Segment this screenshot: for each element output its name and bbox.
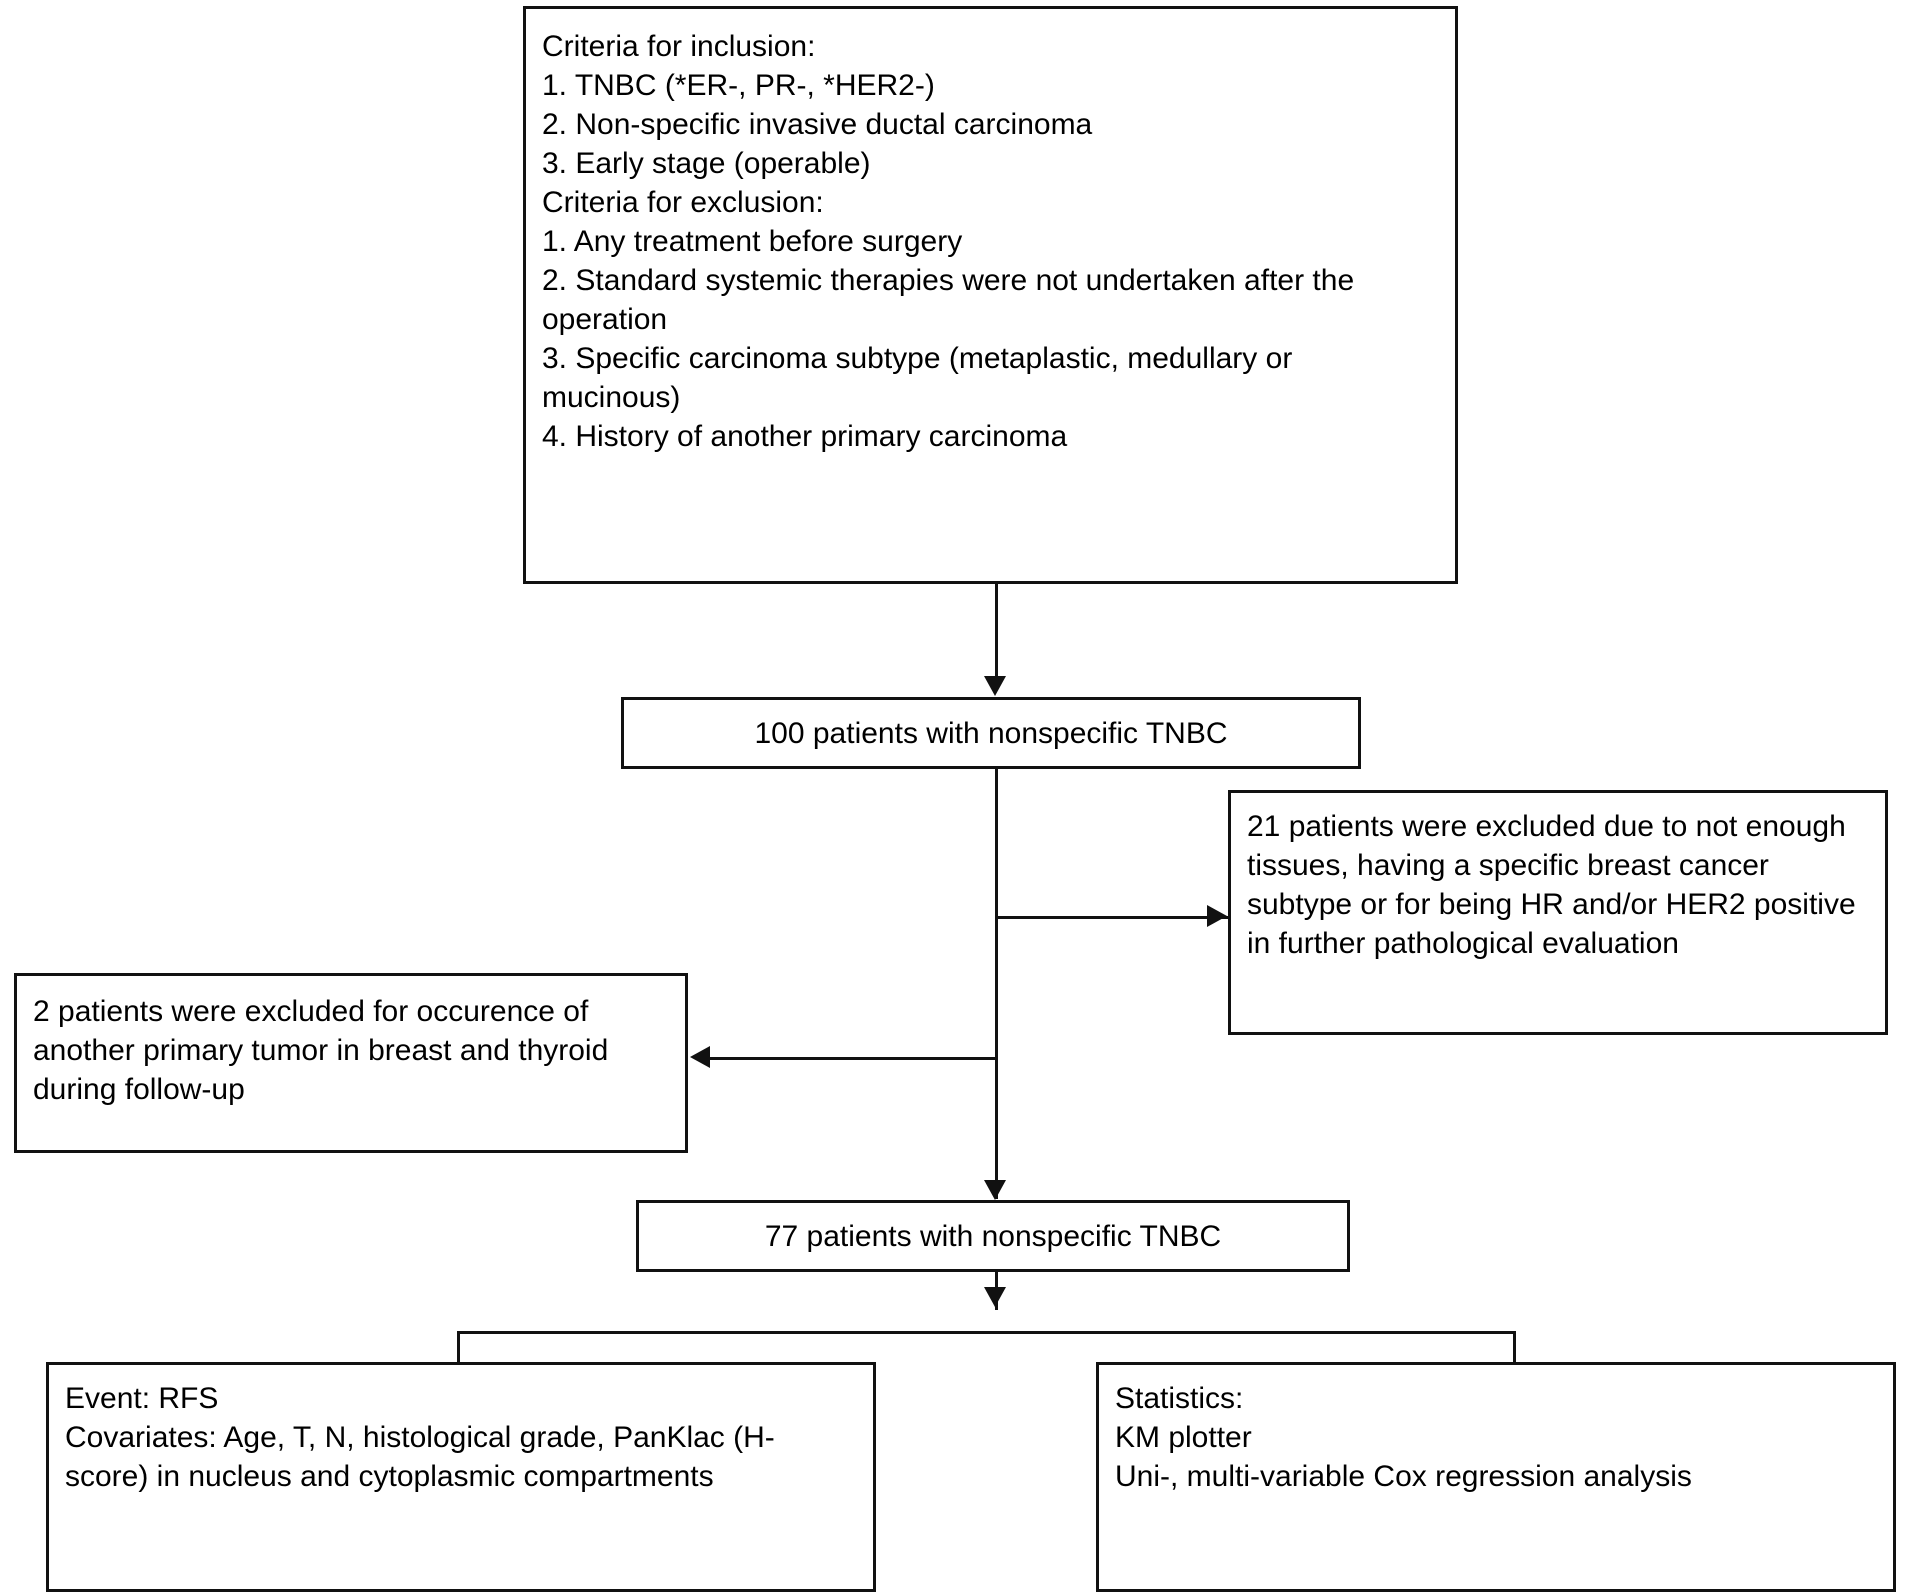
- arrowhead-excluded-2: [690, 1046, 710, 1068]
- excluded-21-box: [1228, 790, 1888, 1035]
- statistics-line-2: KM plotter: [1115, 1421, 1252, 1454]
- connector-to-excluded-2: [703, 1057, 997, 1060]
- criteria-box: [523, 6, 1458, 584]
- cohort-final-box: [636, 1200, 1350, 1272]
- excluded-2-box: [14, 973, 688, 1153]
- cohort-final-label: 77 patients with nonspecific TNBC: [764, 1219, 1222, 1253]
- connector-to-excluded-21: [995, 916, 1230, 919]
- criteria-line-4: 3. Early stage (operable): [542, 147, 871, 180]
- criteria-line-8: 3. Specific carcinoma subtype (metaplastic, medullary or mucinous): [542, 342, 1301, 414]
- criteria-line-6: 1. Any treatment before surgery: [542, 225, 963, 258]
- criteria-line-7: 2. Standard systemic therapies were not undertaken after the operation: [542, 264, 1363, 336]
- connector-split-horizontal: [457, 1331, 1516, 1334]
- statistics-box: [1096, 1362, 1896, 1592]
- excluded-21-text: 21 patients were excluded due to not enough tissues, having a specific breast cancer subtype or for being HR and/or HER2 positive in further pathological evaluation: [1247, 810, 1856, 960]
- statistics-line-1: Statistics:: [1115, 1382, 1244, 1415]
- criteria-line-2: 1. TNBC (*ER-, PR-, *HER2-): [542, 69, 935, 102]
- connector-spine-main: [995, 769, 998, 1199]
- arrowhead-criteria-to-cohort: [984, 676, 1006, 696]
- connector-criteria-to-cohort: [995, 584, 998, 684]
- criteria-line-1: Criteria for inclusion:: [542, 30, 816, 63]
- criteria-line-3: 2. Non-specific invasive ductal carcinoma: [542, 108, 1093, 141]
- criteria-line-5: Criteria for exclusion:: [542, 186, 824, 219]
- cohort-initial-label: 100 patients with nonspecific TNBC: [754, 716, 1228, 750]
- outcome-box: [46, 1362, 876, 1592]
- criteria-line-9: 4. History of another primary carcinoma: [542, 420, 1068, 453]
- outcome-line-1: Event: RFS: [65, 1382, 219, 1415]
- connector-split-left: [457, 1331, 460, 1364]
- statistics-line-3: Uni-, multi-variable Cox regression analysis: [1115, 1460, 1692, 1493]
- arrowhead-final-split: [984, 1287, 1006, 1307]
- arrowhead-spine-to-final: [984, 1180, 1006, 1200]
- arrowhead-excluded-21: [1207, 905, 1227, 927]
- connector-split-right: [1513, 1331, 1516, 1364]
- excluded-2-text: 2 patients were excluded for occurence of another primary tumor in breast and thyroid during follow-up: [33, 995, 609, 1106]
- cohort-initial-box: [621, 697, 1361, 769]
- outcome-line-2: Covariates: Age, T, N, histological grade, PanKlac (H-score) in nucleus and cytoplasmic compartments: [65, 1421, 775, 1493]
